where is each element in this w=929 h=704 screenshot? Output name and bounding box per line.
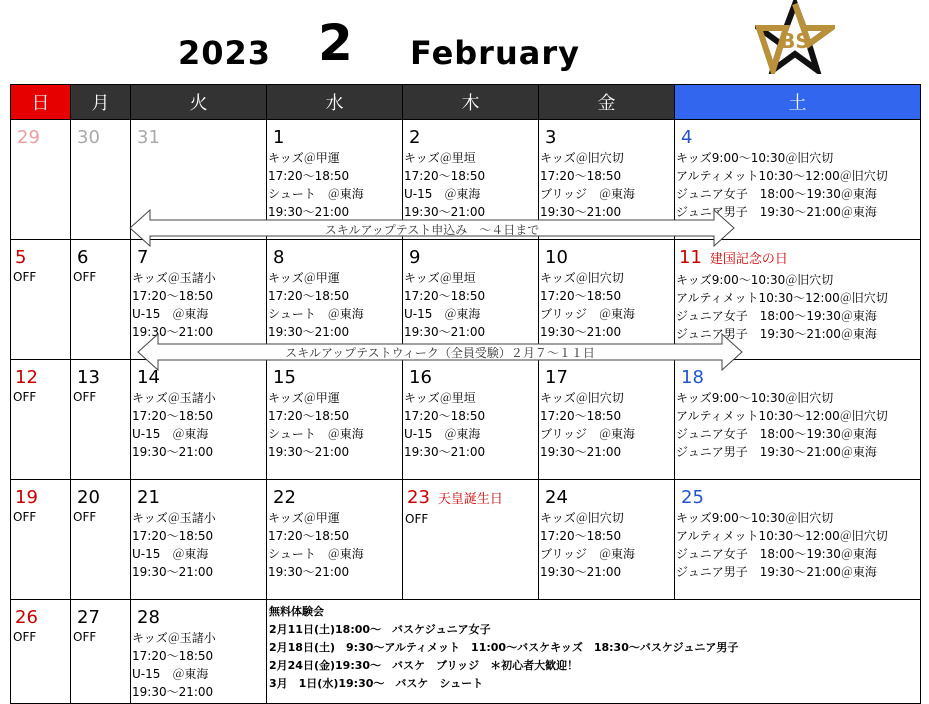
day-cell [675,480,921,600]
day-number [77,488,130,508]
schedule-line: シュート ＠東海 [268,187,364,201]
day-number [681,128,920,148]
day-number-text: 14 [137,367,160,388]
banner-label-1: スキルアップテスト申込み ～４日まで [324,223,540,237]
day-number [545,248,674,268]
schedule-list [131,509,266,581]
schedule-list [539,389,674,461]
off-label: OFF [73,630,97,644]
schedule-line: 17:20～18:50 [132,649,214,663]
week-row [11,600,921,704]
day-number [679,248,920,270]
schedule-line: キッズ＠甲運 [268,391,340,405]
schedule-line: 17:20～18:50 [540,289,622,303]
day-number-text: 19 [15,487,38,508]
schedule-line: ブリッジ ＠東海 [540,547,636,561]
day-cell [11,240,71,360]
schedule-line: U-15 ＠東海 [132,427,209,441]
day-number-text: 17 [545,367,568,388]
off-label: OFF [405,512,429,526]
schedule-line: ジュニア男子 19:30～21:00＠東海 [676,565,877,579]
day-number-text: 24 [545,487,568,508]
day-number-text: 31 [137,127,160,148]
day-number-text: 9 [409,247,421,268]
day-number-text: 21 [137,487,160,508]
schedule-line: キッズ＠玉諸小 [132,271,216,285]
schedule-line: ジュニア男子 19:30～21:00＠東海 [676,445,877,459]
day-cell [267,360,403,480]
day-number [77,608,130,628]
trial-notes-title: 無料体験会 [269,605,324,618]
schedule-list [539,509,674,581]
schedule-line: 17:20～18:50 [132,529,214,543]
logo-text: BS [780,29,810,53]
weekday-sun: 日 [11,85,71,120]
schedule-line: 19:30～21:00 [268,445,350,459]
schedule-line: キッズ＠玉諸小 [132,631,216,645]
schedule-line: 19:30～21:00 [404,325,486,339]
schedule-list [403,389,538,461]
day-cell [71,480,131,600]
day-cell [267,480,403,600]
schedule-line: 19:30～21:00 [132,445,214,459]
day-number [681,488,920,508]
schedule-line: キッズ＠甲運 [268,271,340,285]
schedule-line: 17:20～18:50 [540,529,622,543]
day-cell [539,360,675,480]
day-number-text: 11 [679,247,702,268]
trial-notes [267,600,920,693]
off-label: OFF [13,630,37,644]
schedule-line: キッズ＠里垣 [404,151,476,165]
schedule-line: キッズ＠里垣 [404,271,476,285]
schedule-line: 19:30～21:00 [132,685,214,699]
day-cell [131,360,267,480]
trial-note-line: 2月18日(土) 9:30～アルティメット 11:00～バスケキッズ 18:30～バスケジュニア男子 [269,641,739,654]
day-number-text: 27 [77,607,100,628]
week-row [11,360,921,480]
schedule-line: シュート ＠東海 [268,307,364,321]
schedule-line: 19:30～21:00 [268,205,350,219]
header-month-number: 2 [318,14,353,72]
schedule-line: 19:30～21:00 [404,205,486,219]
schedule-line: ジュニア女子 18:00～19:30＠東海 [676,547,877,561]
schedule-line: ジュニア女子 18:00～19:30＠東海 [676,427,877,441]
day-cell [403,480,539,600]
day-number [77,248,130,268]
schedule-line: U-15 ＠東海 [404,307,481,321]
schedule-line: 17:20～18:50 [540,409,622,423]
schedule-line: 17:20～18:50 [404,289,486,303]
day-number [545,128,674,148]
schedule-line: キッズ＠里垣 [404,391,476,405]
day-number [137,128,266,148]
schedule-line: 19:30～21:00 [540,325,622,339]
day-number [273,488,402,508]
day-cell [539,480,675,600]
day-number-text: 5 [15,247,27,268]
day-number-text: 23 [407,487,430,508]
schedule-list [675,509,920,581]
day-number-text: 25 [681,487,704,508]
day-number-text: 12 [15,367,38,388]
schedule-line: アルティメット10:30～12:00＠旧穴切 [676,529,888,543]
schedule-line: 17:20～18:50 [404,409,486,423]
schedule-line: キッズ＠玉諸小 [132,511,216,525]
schedule-line: キッズ9:00～10:30＠旧穴切 [676,273,834,287]
schedule-line: U-15 ＠東海 [132,307,209,321]
header-month-name: February [410,34,580,72]
weekday-sat: 土 [675,85,921,120]
day-number-text: 4 [681,127,693,148]
schedule-line: U-15 ＠東海 [132,667,209,681]
schedule-list [131,389,266,461]
schedule-line: 17:20～18:50 [268,529,350,543]
schedule-line: シュート ＠東海 [268,547,364,561]
day-number-text: 8 [273,247,285,268]
schedule-line: 19:30～21:00 [132,565,214,579]
off-label: OFF [13,390,37,404]
day-number-text: 26 [15,607,38,628]
day-number [15,368,70,388]
holiday-label: 天皇誕生日 [437,492,503,507]
schedule-line: ブリッジ ＠東海 [540,427,636,441]
day-cell [11,480,71,600]
schedule-line: キッズ＠旧穴切 [540,391,624,405]
schedule-line: ジュニア男子 19:30～21:00＠東海 [676,327,877,341]
schedule-line: 19:30～21:00 [540,205,622,219]
day-number [137,488,266,508]
day-number [15,248,70,268]
schedule-line: キッズ＠甲運 [268,511,340,525]
day-cell [71,240,131,360]
off-label: OFF [73,270,97,284]
off-label: OFF [73,390,97,404]
schedule-line: 19:30～21:00 [132,325,214,339]
schedule-line: キッズ＠甲運 [268,151,340,165]
day-number [77,128,130,148]
schedule-list [267,389,402,461]
day-number [409,128,538,148]
off-label: OFF [13,270,37,284]
weekday-fri: 金 [539,85,675,120]
schedule-line: キッズ9:00～10:30＠旧穴切 [676,151,834,165]
schedule-line: アルティメット10:30～12:00＠旧穴切 [676,409,888,423]
schedule-line: ジュニア女子 18:00～19:30＠東海 [676,309,877,323]
weekday-header-row [11,85,921,120]
day-number-text: 30 [77,127,100,148]
schedule-line: キッズ9:00～10:30＠旧穴切 [676,391,834,405]
day-number [15,608,70,628]
schedule-list [675,389,920,461]
day-number-text: 22 [273,487,296,508]
off-label: OFF [73,510,97,524]
schedule-list [267,509,402,581]
schedule-line: 19:30～21:00 [268,565,350,579]
trial-note-line: 2月24日(金)19:30～ バスケ ブリッジ ＊初心者大歓迎！ [269,659,579,672]
day-number [273,128,402,148]
calendar-table [10,84,921,704]
day-number-text: 10 [545,247,568,268]
day-number-text: 16 [409,367,432,388]
day-number-text: 2 [409,127,421,148]
schedule-line: 19:30～21:00 [404,445,486,459]
holiday-label: 建国記念の日 [709,252,788,267]
day-number [273,248,402,268]
day-number-text: 28 [137,607,160,628]
trial-note-line: 2月11日(土)18:00～ バスケジュニア女子 [269,623,491,636]
schedule-line: 19:30～21:00 [540,445,622,459]
schedule-line: ジュニア男子 19:30～21:00＠東海 [676,205,877,219]
day-number-text: 6 [77,247,89,268]
schedule-line: U-15 ＠東海 [404,187,481,201]
schedule-line: キッズ＠旧穴切 [540,511,624,525]
schedule-line: 19:30～21:00 [540,565,622,579]
schedule-line: シュート ＠東海 [268,427,364,441]
schedule-line: 17:20～18:50 [268,289,350,303]
day-number [77,368,130,388]
day-number-text: 29 [17,127,40,148]
week-row [11,480,921,600]
day-number [409,248,538,268]
day-cell [71,600,131,704]
day-number [545,488,674,508]
day-number [15,488,70,508]
schedule-line: ブリッジ ＠東海 [540,307,636,321]
day-cell [11,600,71,704]
schedule-line: 17:20～18:50 [132,409,214,423]
schedule-line: 17:20～18:50 [540,169,622,183]
schedule-line: キッズ＠旧穴切 [540,271,624,285]
off-label: OFF [13,510,37,524]
schedule-line: 17:20～18:50 [268,169,350,183]
schedule-line: キッズ＠旧穴切 [540,151,624,165]
weekday-mon: 月 [71,85,131,120]
day-number-text: 13 [77,367,100,388]
day-number-text: 7 [137,247,149,268]
day-number-text: 1 [273,127,285,148]
day-cell [131,600,267,704]
day-cell [11,120,71,240]
day-cell [131,480,267,600]
day-cell [11,360,71,480]
schedule-line: 17:20～18:50 [268,409,350,423]
schedule-line: U-15 ＠東海 [132,547,209,561]
schedule-line: 17:20～18:50 [404,169,486,183]
weekday-wed: 水 [267,85,403,120]
schedule-line: アルティメット10:30～12:00＠旧穴切 [676,169,888,183]
schedule-line: キッズ9:00～10:30＠旧穴切 [676,511,834,525]
bs-star-logo [755,0,835,74]
day-number [137,248,266,268]
day-cell [71,120,131,240]
day-cell [675,360,921,480]
day-number-text: 18 [681,367,704,388]
weekday-tue: 火 [131,85,267,120]
day-number-text: 20 [77,487,100,508]
schedule-line: 19:30～21:00 [268,325,350,339]
day-number-text: 3 [545,127,557,148]
day-number [407,488,538,510]
day-number [137,608,266,628]
trial-note-line: 3月 1日(水)19:30～ バスケ シュート [269,677,484,690]
schedule-line: キッズ＠玉諸小 [132,391,216,405]
schedule-line: 17:20～18:50 [132,289,214,303]
schedule-line: ジュニア女子 18:00～19:30＠東海 [676,187,877,201]
day-number-text: 15 [273,367,296,388]
trial-notes-cell [267,600,921,704]
header-year: 2023 [178,34,272,72]
banner-label-2: スキルアップテストウィーク（全員受験）２月７～１１日 [285,346,595,360]
weekday-thu: 木 [403,85,539,120]
day-cell [71,360,131,480]
day-cell [403,360,539,480]
schedule-line: ブリッジ ＠東海 [540,187,636,201]
day-number [17,128,70,148]
schedule-list [131,629,266,701]
schedule-line: U-15 ＠東海 [404,427,481,441]
schedule-line: アルティメット10:30～12:00＠旧穴切 [676,291,888,305]
